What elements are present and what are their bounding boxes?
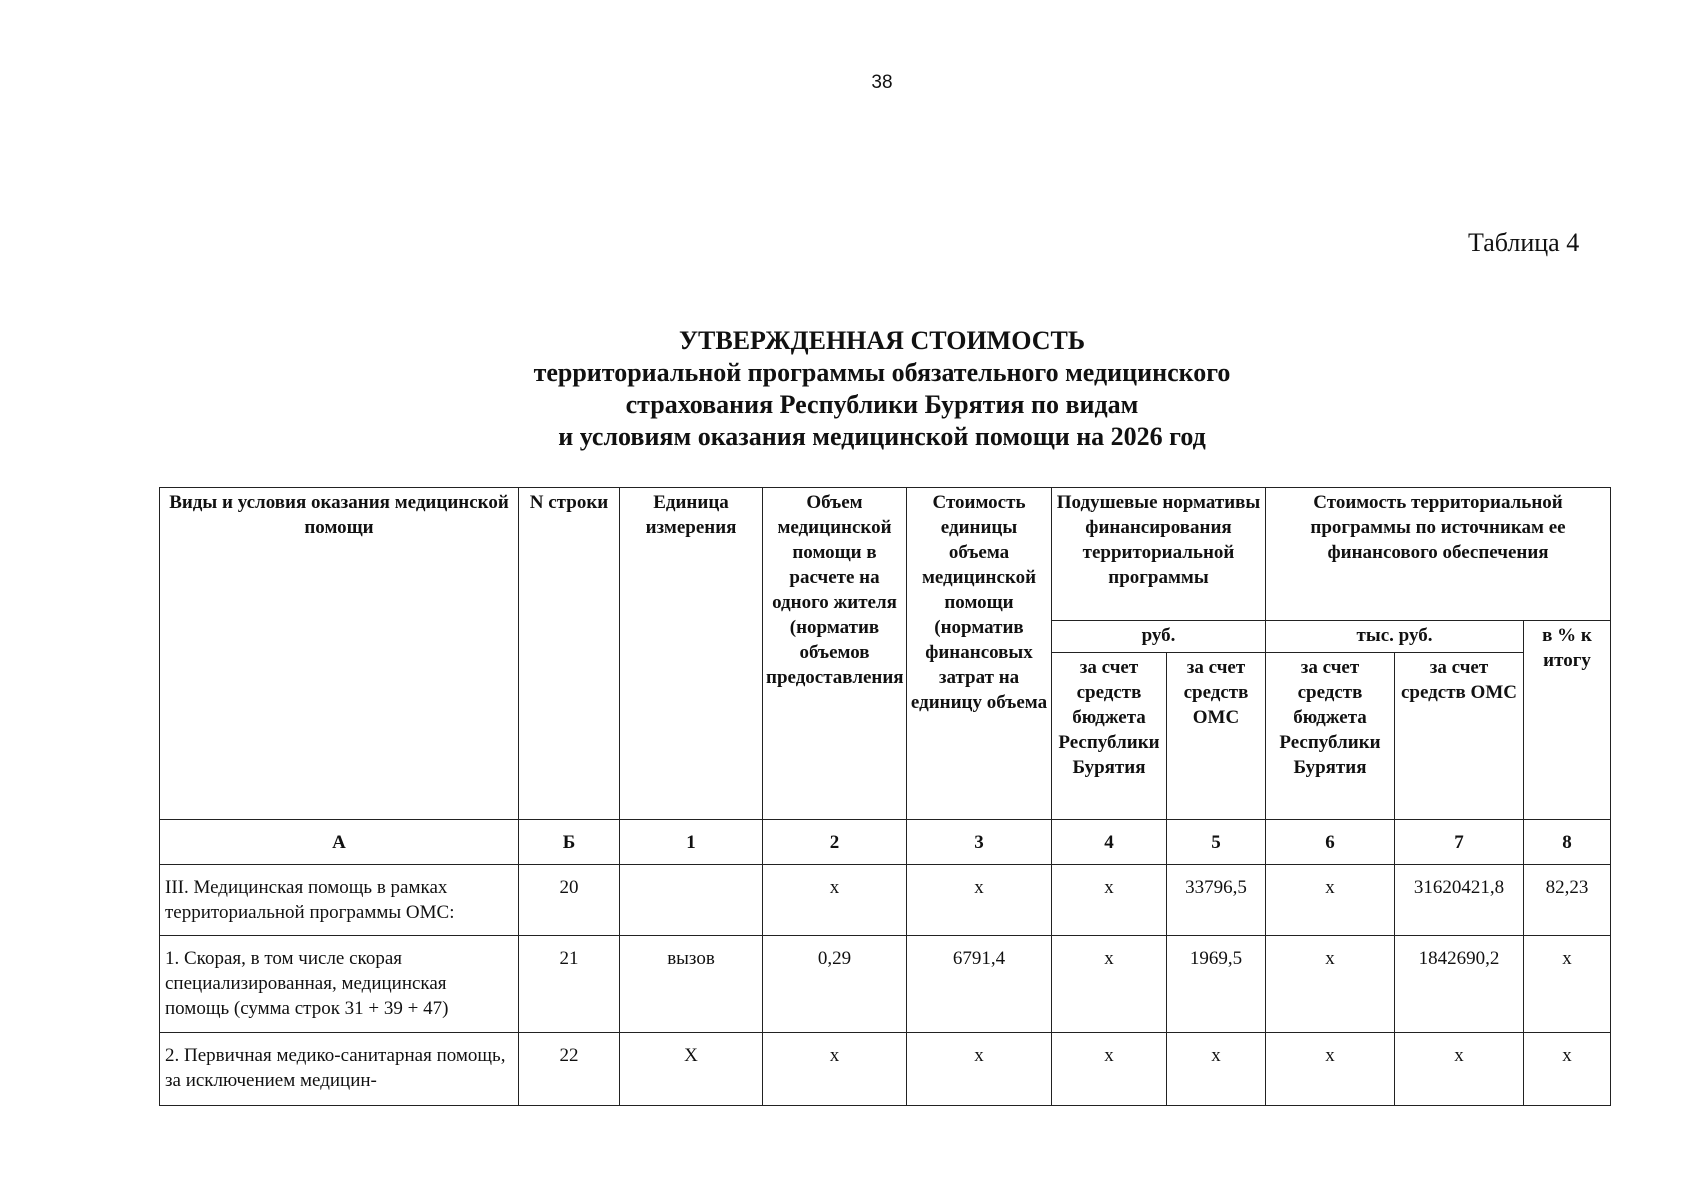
header-program-cost: Стоимость территориальной программы по источникам ее финансового обеспечения — [1266, 488, 1611, 621]
column-code: А — [160, 820, 519, 865]
header-kind: Виды и условия оказания медицинской помощи — [160, 488, 519, 820]
page-number: 38 — [871, 72, 893, 93]
column-code: 4 — [1052, 820, 1167, 865]
row-unit: Х — [620, 1033, 763, 1106]
row-oms-thous: 31620421,8 — [1395, 865, 1524, 936]
row-budget-thous: х — [1266, 865, 1395, 936]
row-budget-thous: х — [1266, 1033, 1395, 1106]
header-pct-total: в % к итогу — [1524, 621, 1611, 820]
row-budget-rub: х — [1052, 1033, 1167, 1106]
row-unit-cost: х — [907, 865, 1052, 936]
table-row — [160, 936, 1611, 1033]
row-number: 22 — [519, 1033, 620, 1106]
row-oms-rub: х — [1167, 1033, 1266, 1106]
row-oms-rub: 33796,5 — [1167, 865, 1266, 936]
header-thous-rub: тыс. руб. — [1266, 621, 1524, 653]
row-number: 21 — [519, 936, 620, 1033]
column-code: 8 — [1524, 820, 1611, 865]
header-oms-rub: за счет средств ОМС — [1167, 653, 1266, 820]
header-unit: Единица измерения — [620, 488, 763, 820]
title-line-2: территориальной программы обязательного медицинского — [533, 358, 1231, 387]
title-line-3: страхования Республики Бурятия по видам — [625, 390, 1139, 419]
header-unit-cost: Стоимость единицы объема медицинской помощи (норматив финансовых затрат на единицу объема — [907, 488, 1052, 820]
column-code: 3 — [907, 820, 1052, 865]
row-unit: вызов — [620, 936, 763, 1033]
header-oms-thous: за счет средств ОМС — [1395, 653, 1524, 820]
row-pct: х — [1524, 1033, 1611, 1106]
title-line-4: и условиям оказания медицинской помощи на 2026 год — [558, 422, 1206, 451]
header-rub: руб. — [1052, 621, 1266, 653]
header-volume: Объем медицинской помощи в расчете на одного жителя (норматив объемов предоставления — [763, 488, 907, 820]
row-budget-rub: х — [1052, 936, 1167, 1033]
row-name: 1. Скорая, в том числе скорая специализированная, медицинская помощь (сумма строк 31 + 39 + 47) — [160, 936, 519, 1033]
column-codes-row — [160, 820, 1611, 865]
row-oms-thous: х — [1395, 1033, 1524, 1106]
row-unit-cost: х — [907, 1033, 1052, 1106]
column-code: 2 — [763, 820, 907, 865]
table-row — [160, 865, 1611, 936]
cost-table — [159, 487, 1611, 1106]
table-label: Таблица 4 — [1468, 228, 1580, 257]
header-budget-rb-thous: за счет средств бюджета Республики Бурятия — [1266, 653, 1395, 820]
row-budget-thous: х — [1266, 936, 1395, 1033]
row-unit — [620, 865, 763, 936]
row-budget-rub: х — [1052, 865, 1167, 936]
header-budget-rb-rub: за счет средств бюджета Республики Бурятия — [1052, 653, 1167, 820]
column-code: Б — [519, 820, 620, 865]
row-volume: х — [763, 865, 907, 936]
row-pct: х — [1524, 936, 1611, 1033]
row-oms-thous: 1842690,2 — [1395, 936, 1524, 1033]
column-code: 5 — [1167, 820, 1266, 865]
header-row-no: N строки — [519, 488, 620, 820]
row-oms-rub: 1969,5 — [1167, 936, 1266, 1033]
row-volume: х — [763, 1033, 907, 1106]
document-title — [0, 325, 1698, 453]
column-code: 7 — [1395, 820, 1524, 865]
row-unit-cost: 6791,4 — [907, 936, 1052, 1033]
column-code: 1 — [620, 820, 763, 865]
row-pct: 82,23 — [1524, 865, 1611, 936]
row-volume: 0,29 — [763, 936, 907, 1033]
title-line-1: УТВЕРЖДЕННАЯ СТОИМОСТЬ — [678, 326, 1086, 355]
row-number: 20 — [519, 865, 620, 936]
column-code: 6 — [1266, 820, 1395, 865]
row-name: III. Медицинская помощь в рамках территориальной программы ОМС: — [160, 865, 519, 936]
row-name: 2. Первичная медико-санитарная помощь, за исключением медицин- — [160, 1033, 519, 1106]
header-per-capita: Подушевые нормативы финансирования территориальной программы — [1052, 488, 1266, 621]
table-row — [160, 1033, 1611, 1106]
